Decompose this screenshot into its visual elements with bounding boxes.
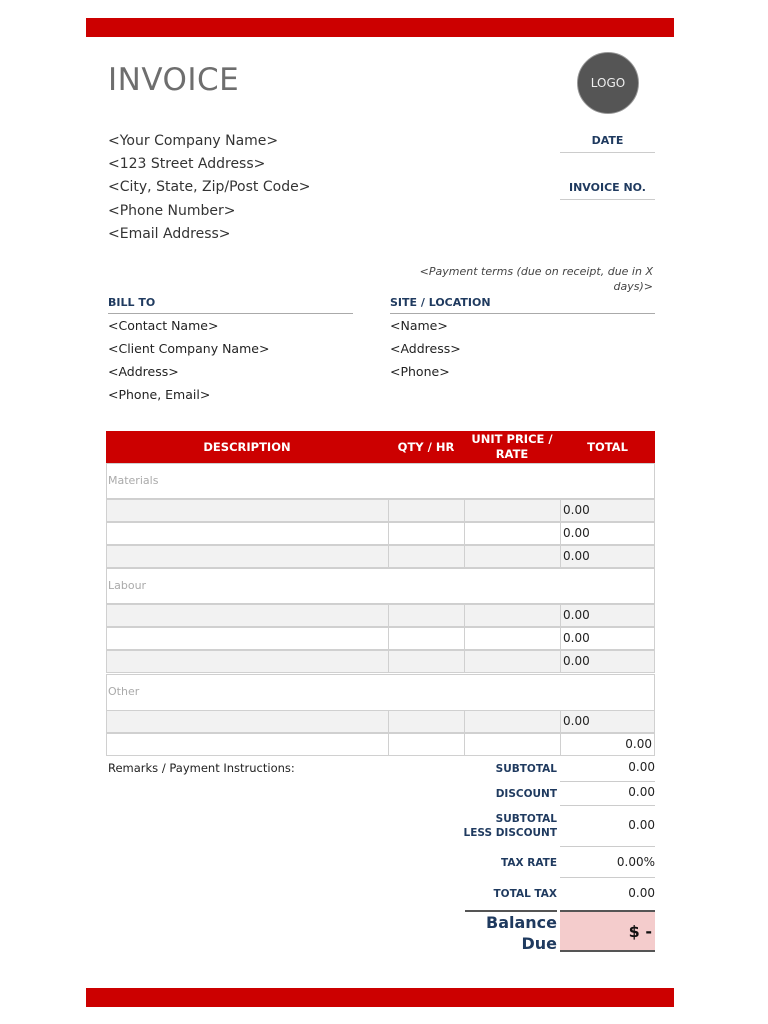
subtotal-less-discount-label [440,812,557,840]
cell-total: 0.00 [560,733,655,756]
cell-unit-price[interactable] [464,650,561,673]
site-phone[interactable]: <Phone> [390,364,450,379]
cell-qty[interactable] [388,650,465,673]
bill-to-heading: BILL TO [108,296,353,314]
subtotal-less-label-line1: SUBTOTAL [495,813,557,825]
table-row[interactable] [106,733,655,756]
bottom-accent-bar [86,988,674,1007]
cell-qty[interactable] [388,710,465,733]
column-unit-price: UNIT PRICE / RATE [471,432,553,461]
cell-unit-price[interactable] [464,710,561,733]
column-description: DESCRIPTION [203,439,291,454]
company-name[interactable]: <Your Company Name> [108,133,279,149]
group-labour: Labour [106,568,655,604]
table-row[interactable] [106,604,655,627]
cell-total: 0.00 [560,650,655,673]
site-name[interactable]: <Name> [390,318,448,333]
group-other: Other [106,674,655,711]
table-row[interactable] [106,650,655,673]
invoice-title: INVOICE [108,62,240,98]
cell-total: 0.00 [560,545,655,568]
cell-unit-price[interactable] [464,604,561,627]
table-row[interactable] [106,499,655,522]
cell-total: 0.00 [560,604,655,627]
cell-total: 0.00 [560,627,655,650]
invoice-number-field[interactable]: INVOICE NO. [560,181,655,200]
company-city[interactable]: <City, State, Zip/Post Code> [108,179,311,195]
cell-total: 0.00 [560,522,655,545]
cell-qty[interactable] [388,499,465,522]
group-materials: Materials [106,463,655,499]
remarks-label[interactable]: Remarks / Payment Instructions: [108,761,295,775]
discount-label: DISCOUNT [495,788,557,800]
table-row[interactable] [106,627,655,650]
bill-to-contact[interactable]: <Contact Name> [108,318,219,333]
balance-label-line2: Due [521,934,557,953]
cell-description[interactable] [106,522,389,545]
table-row[interactable] [106,545,655,568]
cell-unit-price[interactable] [464,522,561,545]
top-accent-bar [86,18,674,37]
column-total: TOTAL [587,439,628,454]
date-field[interactable]: DATE [560,134,655,153]
cell-unit-price[interactable] [464,499,561,522]
payment-terms[interactable]: <Payment terms (due on receipt, due in X days)> [419,265,653,293]
items-table-header [106,431,655,463]
balance-due-label [465,910,557,954]
subtotal-less-label-line2: LESS DISCOUNT [463,827,557,839]
cell-unit-price[interactable] [464,733,561,756]
bill-to-phone-email[interactable]: <Phone, Email> [108,387,211,402]
cell-description[interactable] [106,710,389,733]
cell-qty[interactable] [388,604,465,627]
site-location-heading: SITE / LOCATION [390,296,655,314]
cell-description[interactable] [106,627,389,650]
tax-rate-label: TAX RATE [501,857,557,869]
cell-description[interactable] [106,650,389,673]
subtotal-value: 0.00 [560,760,655,782]
subtotal-label: SUBTOTAL [495,763,557,775]
balance-due-value: $ - [560,910,655,952]
cell-qty[interactable] [388,627,465,650]
logo-text: LOGO [590,76,626,90]
cell-qty[interactable] [388,522,465,545]
tax-rate-value[interactable]: 0.00% [560,855,655,878]
cell-description[interactable] [106,545,389,568]
total-tax-label: TOTAL TAX [493,888,557,900]
company-phone[interactable]: <Phone Number> [108,203,236,219]
company-email[interactable]: <Email Address> [108,226,231,242]
cell-total: 0.00 [560,710,655,733]
cell-description[interactable] [106,733,389,756]
site-address[interactable]: <Address> [390,341,461,356]
cell-total: 0.00 [560,499,655,522]
table-row[interactable] [106,522,655,545]
cell-unit-price[interactable] [464,545,561,568]
total-tax-value: 0.00 [628,886,655,900]
company-street[interactable]: <123 Street Address> [108,156,266,172]
table-row[interactable] [106,710,655,733]
cell-qty[interactable] [388,733,465,756]
cell-description[interactable] [106,499,389,522]
balance-label-line1: Balance [486,913,557,932]
bill-to-company[interactable]: <Client Company Name> [108,341,270,356]
cell-qty[interactable] [388,545,465,568]
bill-to-address[interactable]: <Address> [108,364,179,379]
cell-unit-price[interactable] [464,627,561,650]
subtotal-less-discount-value: 0.00 [560,818,655,847]
discount-value[interactable]: 0.00 [560,785,655,806]
company-logo [577,52,639,114]
column-qty: QTY / HR [397,439,455,454]
cell-description[interactable] [106,604,389,627]
